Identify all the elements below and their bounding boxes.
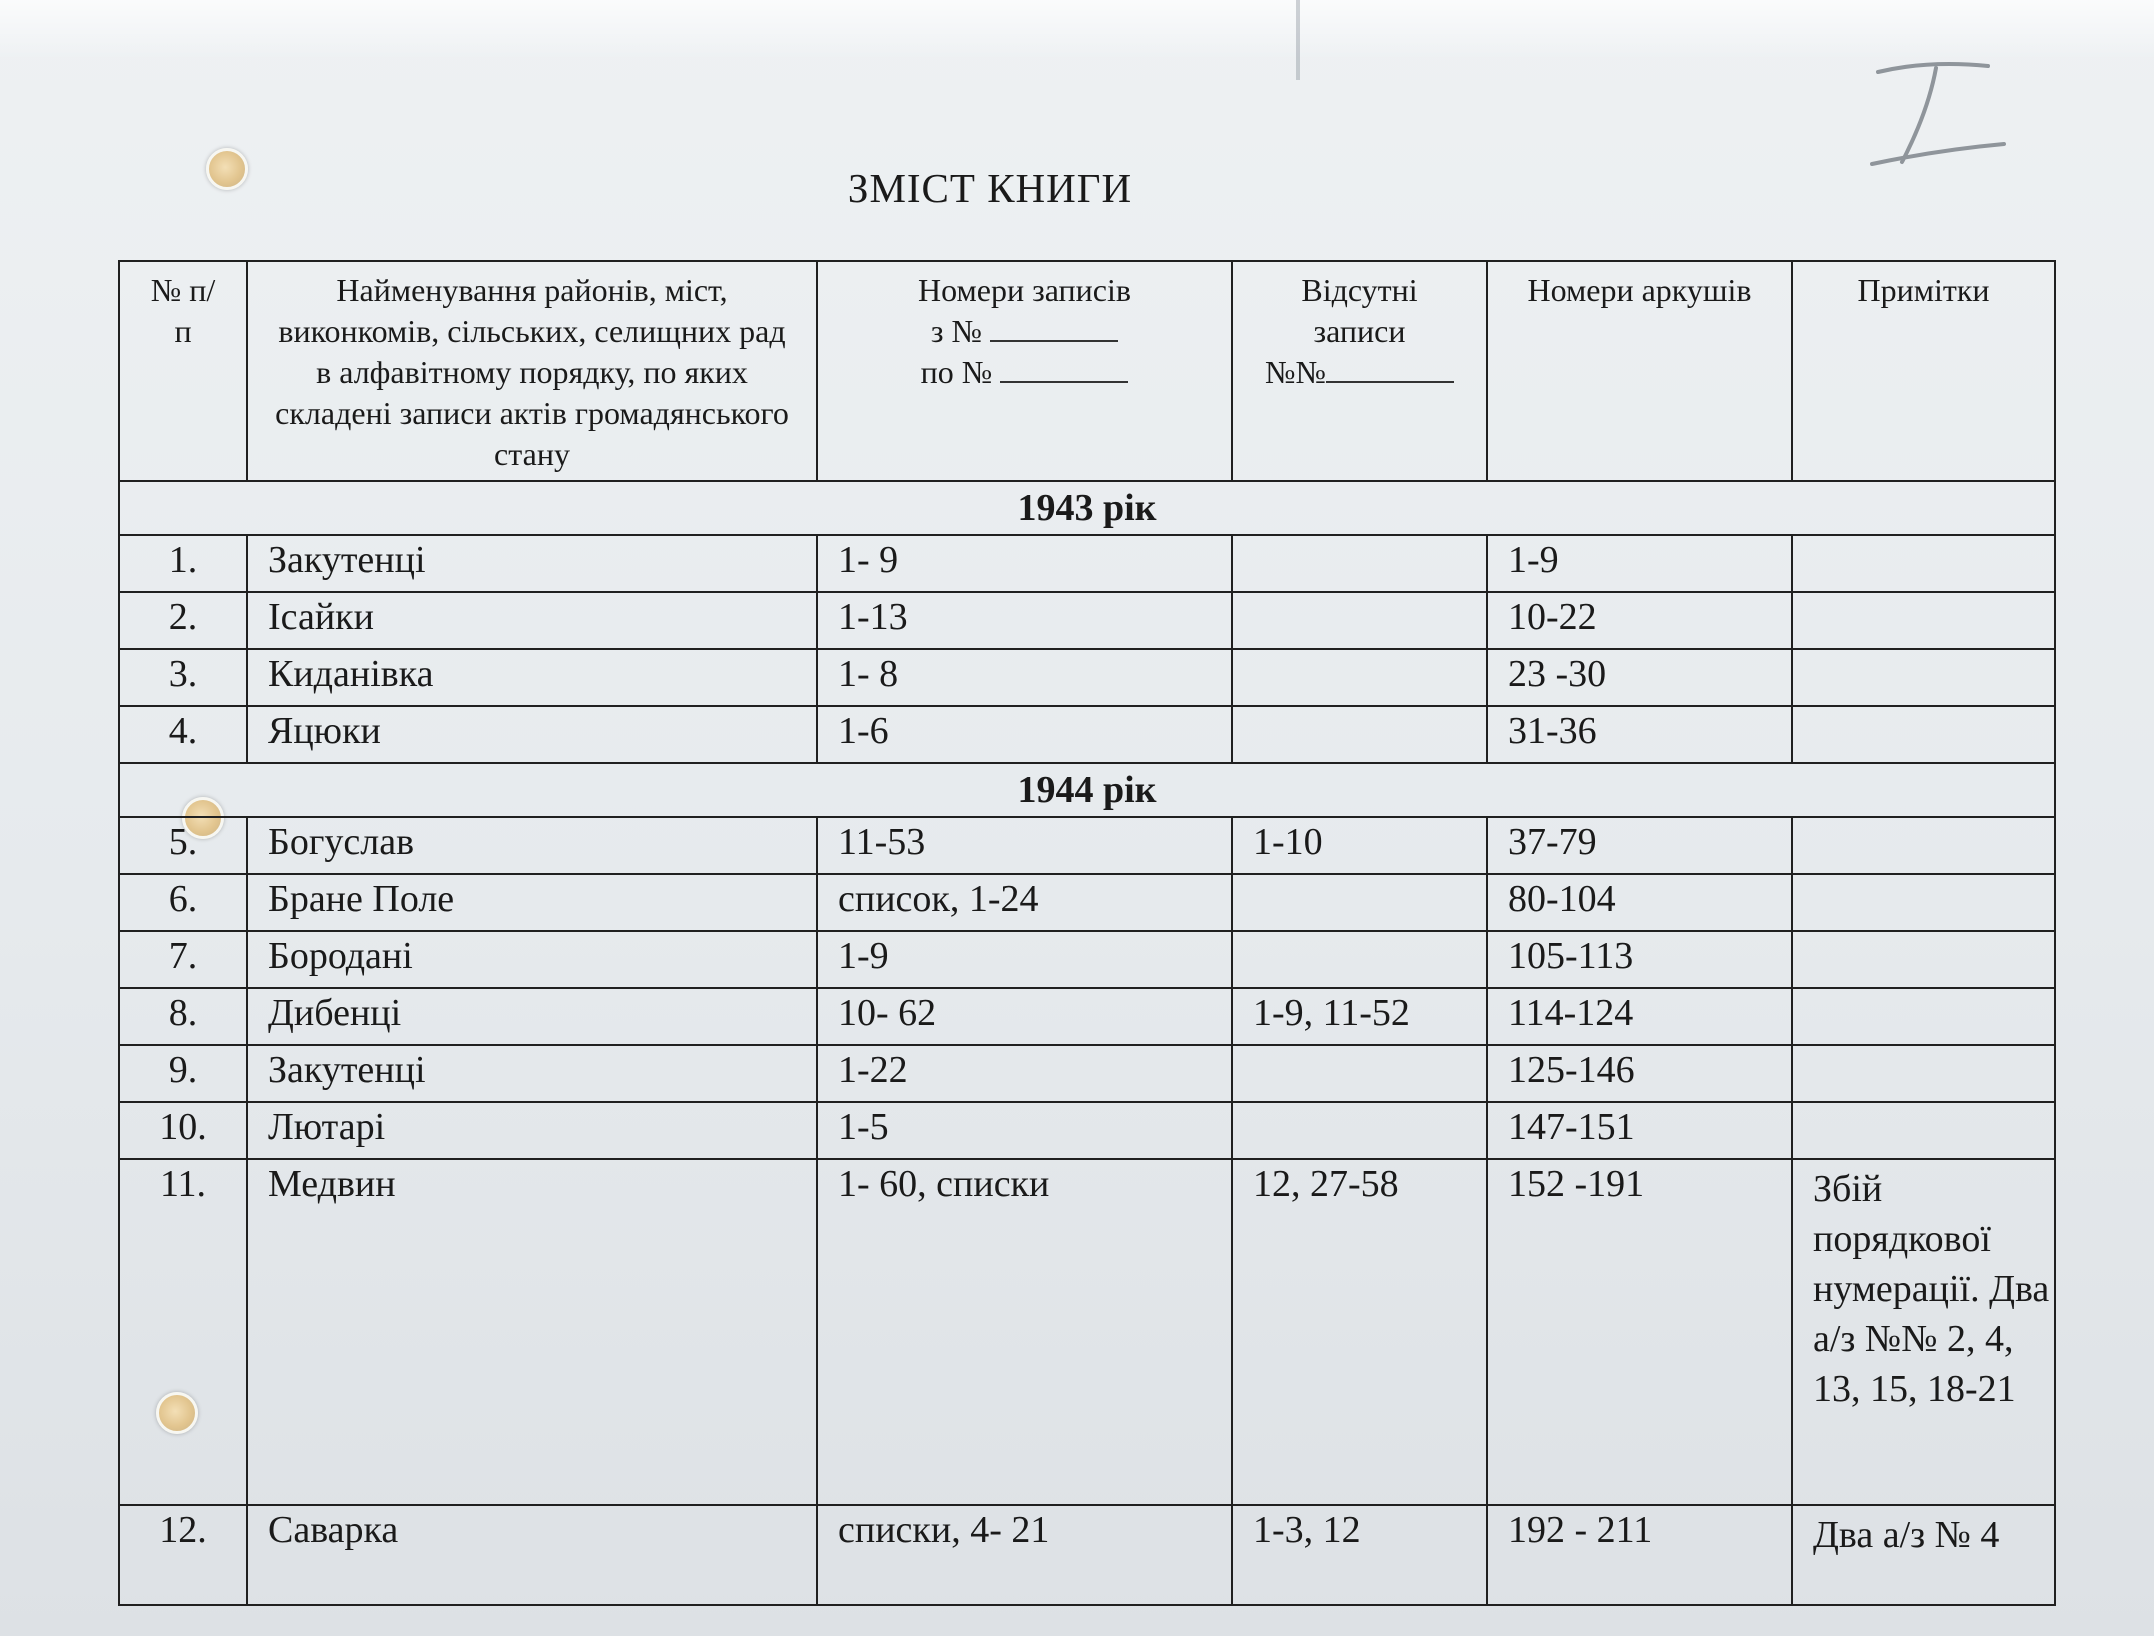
row-number: 8. [119,988,247,1045]
row-sheets: 1-9 [1487,535,1792,592]
row-name: Бране Поле [247,874,817,931]
header-row [119,261,2055,481]
row-number: 2. [119,592,247,649]
row-records: списки, 4- 21 [817,1505,1232,1605]
row-missing [1232,931,1487,988]
row-notes [1792,1045,2055,1102]
header-notes-label: Примітки [1857,272,1990,308]
table-row [119,706,2055,763]
year-label-1944: 1944 рік [119,763,2055,817]
header-number-label: № п/п [150,272,216,349]
row-name: Закутенці [247,535,817,592]
row-records: 11-53 [817,817,1232,874]
header-notes [1792,261,2055,481]
year-row-1944 [119,763,2055,817]
header-name-label: Найменування районів, міст, виконкомів, сільських, селищних рад в алфавітному порядку, по яких складені записи актів громадянського стану [275,272,789,472]
row-sheets: 80-104 [1487,874,1792,931]
handwritten-mark-roman-one [1868,52,2018,182]
row-number: 12. [119,1505,247,1605]
row-notes [1792,535,2055,592]
row-missing [1232,592,1487,649]
row-records: 1-5 [817,1102,1232,1159]
row-notes [1792,706,2055,763]
row-sheets: 192 - 211 [1487,1505,1792,1605]
row-sheets: 105-113 [1487,931,1792,988]
row-missing [1232,874,1487,931]
table-row [119,592,2055,649]
row-records: 1-6 [817,706,1232,763]
header-records-from [818,311,1231,352]
row-number: 10. [119,1102,247,1159]
row-notes [1792,1102,2055,1159]
header-missing [1232,261,1487,481]
header-missing-title: Відсутні записи [1301,272,1418,349]
table-row [119,649,2055,706]
row-number: 7. [119,931,247,988]
row-sheets: 10-22 [1487,592,1792,649]
row-missing [1232,1102,1487,1159]
header-records-to [818,352,1231,393]
table-row [119,874,2055,931]
row-sheets: 23 -30 [1487,649,1792,706]
missing-blank [1326,353,1454,383]
row-number: 5. [119,817,247,874]
row-number: 9. [119,1045,247,1102]
punch-hole-top [206,148,248,190]
row-notes [1792,874,2055,931]
row-missing [1232,649,1487,706]
row-notes [1792,931,2055,988]
table-row [119,1159,2055,1505]
row-name: Саварка [247,1505,817,1605]
row-missing: 12, 27-58 [1232,1159,1487,1505]
table-row [119,931,2055,988]
row-sheets: 114-124 [1487,988,1792,1045]
table-body [119,481,2055,1605]
row-sheets: 147-151 [1487,1102,1792,1159]
row-records: 1- 60, списки [817,1159,1232,1505]
records-to-label: по № [920,354,993,390]
contents-table [118,260,2056,1606]
paper-fold [1296,0,1300,80]
row-sheets: 125-146 [1487,1045,1792,1102]
row-number: 1. [119,535,247,592]
row-name: Киданівка [247,649,817,706]
row-records: 1-22 [817,1045,1232,1102]
row-notes: Два а/з № 4 [1792,1505,2055,1605]
table-row [119,988,2055,1045]
row-number: 6. [119,874,247,931]
row-name: Яцюки [247,706,817,763]
table-row [119,1102,2055,1159]
row-name: Медвин [247,1159,817,1505]
header-records-title: Номери записів [918,272,1131,308]
row-records: 1- 8 [817,649,1232,706]
row-notes: Збій порядкової нумерації. Два а/з №№ 2, 4, 13, 15, 18-21 [1792,1159,2055,1505]
year-row-1943 [119,481,2055,535]
row-number: 3. [119,649,247,706]
row-notes [1792,649,2055,706]
row-missing: 1-3, 12 [1232,1505,1487,1605]
row-missing: 1-10 [1232,817,1487,874]
records-from-label: з № [930,313,983,349]
row-name: Богуслав [247,817,817,874]
header-sheets-label: Номери аркушів [1527,272,1752,308]
records-to-blank [1000,353,1128,383]
document-title: ЗМІСТ КНИГИ [847,165,1133,211]
row-name: Дибенці [247,988,817,1045]
row-missing [1232,706,1487,763]
row-records: 1-13 [817,592,1232,649]
row-missing [1232,535,1487,592]
row-missing [1232,1045,1487,1102]
row-number: 4. [119,706,247,763]
row-name: Лютарі [247,1102,817,1159]
header-name [247,261,817,481]
missing-nn-label: №№ [1264,354,1327,390]
row-records: 1-9 [817,931,1232,988]
row-records: 10- 62 [817,988,1232,1045]
row-missing: 1-9, 11-52 [1232,988,1487,1045]
row-name: Ісайки [247,592,817,649]
row-records: список, 1-24 [817,874,1232,931]
row-sheets: 37-79 [1487,817,1792,874]
table-row [119,535,2055,592]
table-row [119,1505,2055,1605]
year-label-1943: 1943 рік [119,481,2055,535]
table-row [119,1045,2055,1102]
row-number: 11. [119,1159,247,1505]
row-name: Закутенці [247,1045,817,1102]
row-sheets: 152 -191 [1487,1159,1792,1505]
row-notes [1792,988,2055,1045]
header-records [817,261,1232,481]
paper-highlight [0,0,2154,60]
row-records: 1- 9 [817,535,1232,592]
header-number [119,261,247,481]
header-missing-nn [1263,352,1456,393]
row-notes [1792,592,2055,649]
records-from-blank [990,312,1118,342]
table-row [119,817,2055,874]
row-sheets: 31-36 [1487,706,1792,763]
header-sheets [1487,261,1792,481]
row-notes [1792,817,2055,874]
row-name: Бородані [247,931,817,988]
